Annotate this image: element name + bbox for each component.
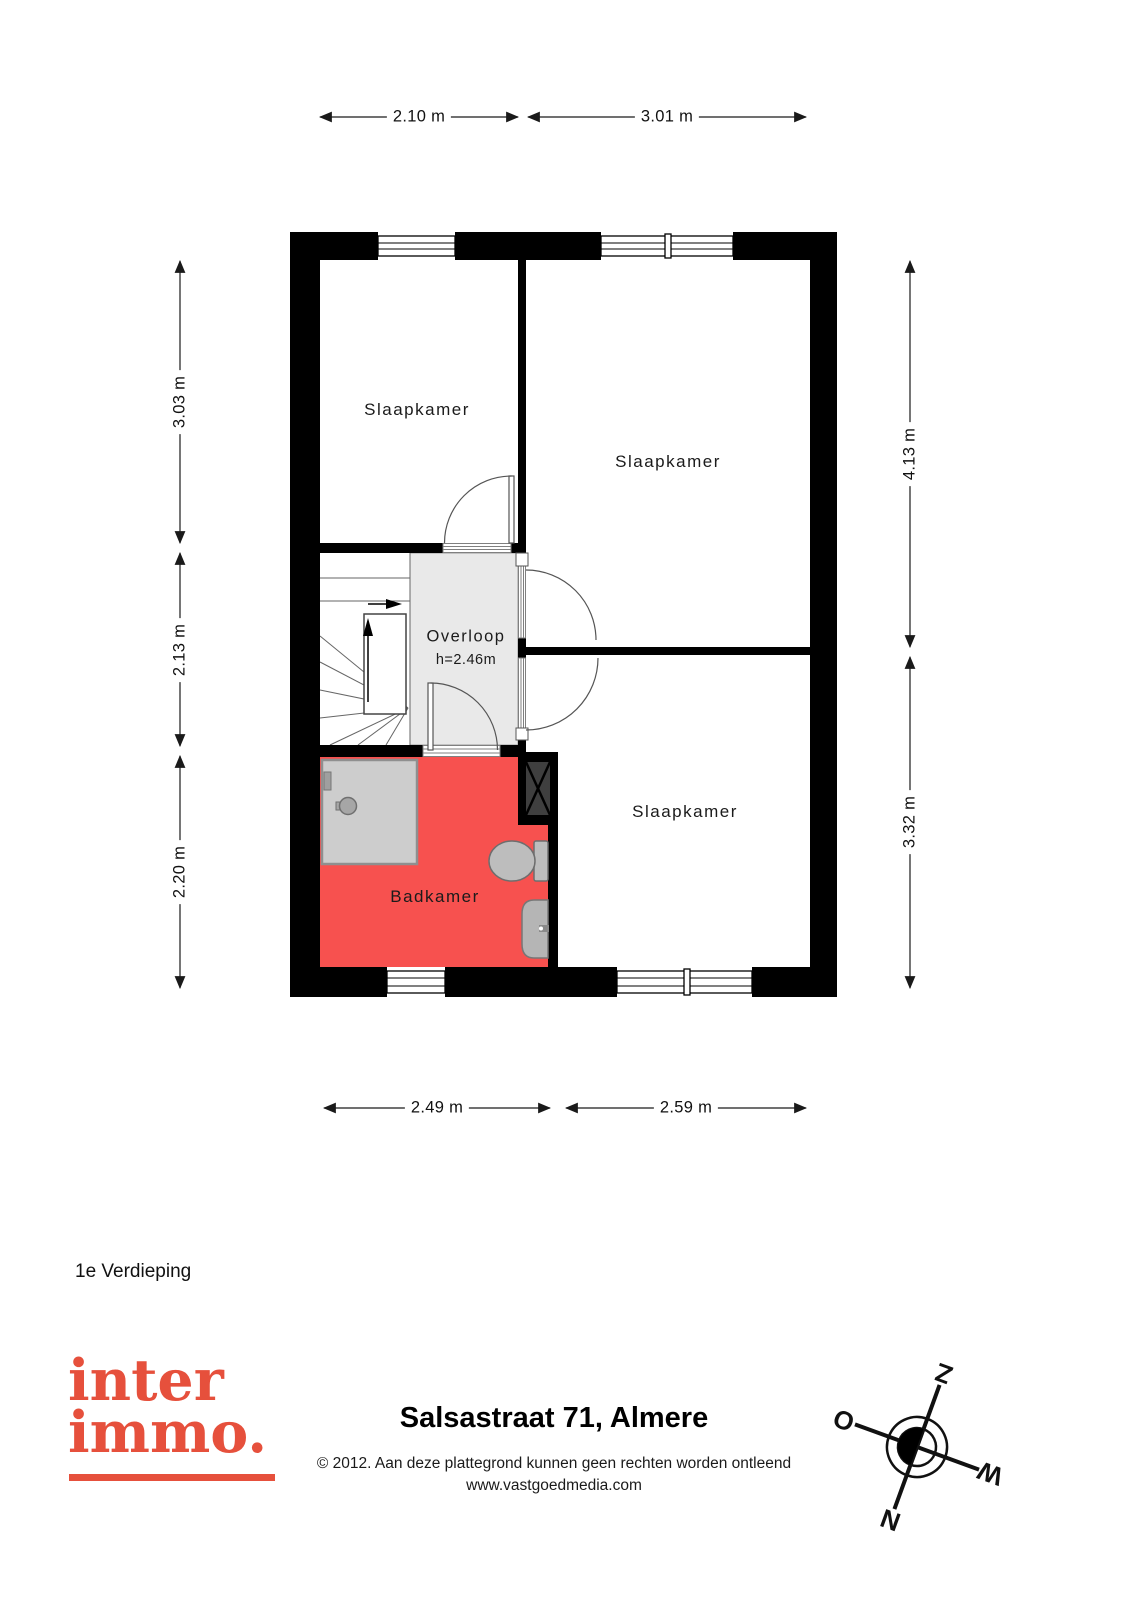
dim-top-left: 2.10 m	[387, 108, 451, 127]
window-top-right	[601, 234, 733, 258]
duct-shaft	[526, 762, 550, 815]
dim-right-1: 4.13 m	[901, 422, 920, 486]
interimmo-logo	[68, 1347, 268, 1466]
dim-right-2: 3.32 m	[901, 790, 920, 854]
room-label-hallway: Overloop	[426, 627, 506, 646]
compass-west-label: W	[973, 1455, 1007, 1492]
address-title: Salsastraat 71, Almere	[399, 1402, 709, 1434]
website-text: www.vastgoedmedia.com	[466, 1477, 642, 1494]
toilet	[489, 841, 548, 881]
compass-south-label: Z	[931, 1356, 957, 1391]
room-label-bedroom2: Slaapkamer	[615, 452, 721, 471]
compass-north-label: N	[876, 1502, 905, 1538]
door-arc-bedroom1	[445, 476, 512, 543]
compass-rose	[802, 1329, 1033, 1565]
logo-line2: immo.	[68, 1399, 268, 1466]
door-leaf-bathroom	[428, 683, 433, 750]
dim-bottom-right: 2.59 m	[654, 1099, 718, 1118]
room-label-bedroom1: Slaapkamer	[364, 400, 470, 419]
dim-left-3: 2.20 m	[171, 840, 190, 904]
copyright-text: © 2012. Aan deze plattegrond kunnen geen rechten worden ontleend	[316, 1455, 792, 1472]
logo-underline	[69, 1474, 275, 1481]
dim-left-2: 2.13 m	[171, 618, 190, 682]
room-label-bedroom3: Slaapkamer	[632, 802, 738, 821]
hallway-floor	[410, 553, 518, 745]
room-label-bathroom: Badkamer	[390, 887, 480, 906]
window-top-left	[378, 236, 455, 256]
window-bottom-left	[387, 971, 445, 993]
compass-east-label: O	[829, 1402, 859, 1438]
dim-top-right: 3.01 m	[635, 108, 699, 127]
floor-level-label: 1e Verdieping	[75, 1261, 192, 1282]
door-leaf-bedroom1	[509, 476, 514, 543]
dim-bottom-left: 2.49 m	[405, 1099, 469, 1118]
dim-left-1: 3.03 m	[171, 370, 190, 434]
door-arc-bedroom2	[526, 570, 596, 640]
shower	[322, 760, 417, 864]
window-bottom-right	[617, 969, 752, 995]
sink	[522, 900, 549, 958]
logo-line1: inter	[68, 1347, 224, 1414]
hallway-ceiling-height: h=2.46m	[435, 652, 497, 668]
door-arc-bedroom3	[526, 658, 598, 730]
